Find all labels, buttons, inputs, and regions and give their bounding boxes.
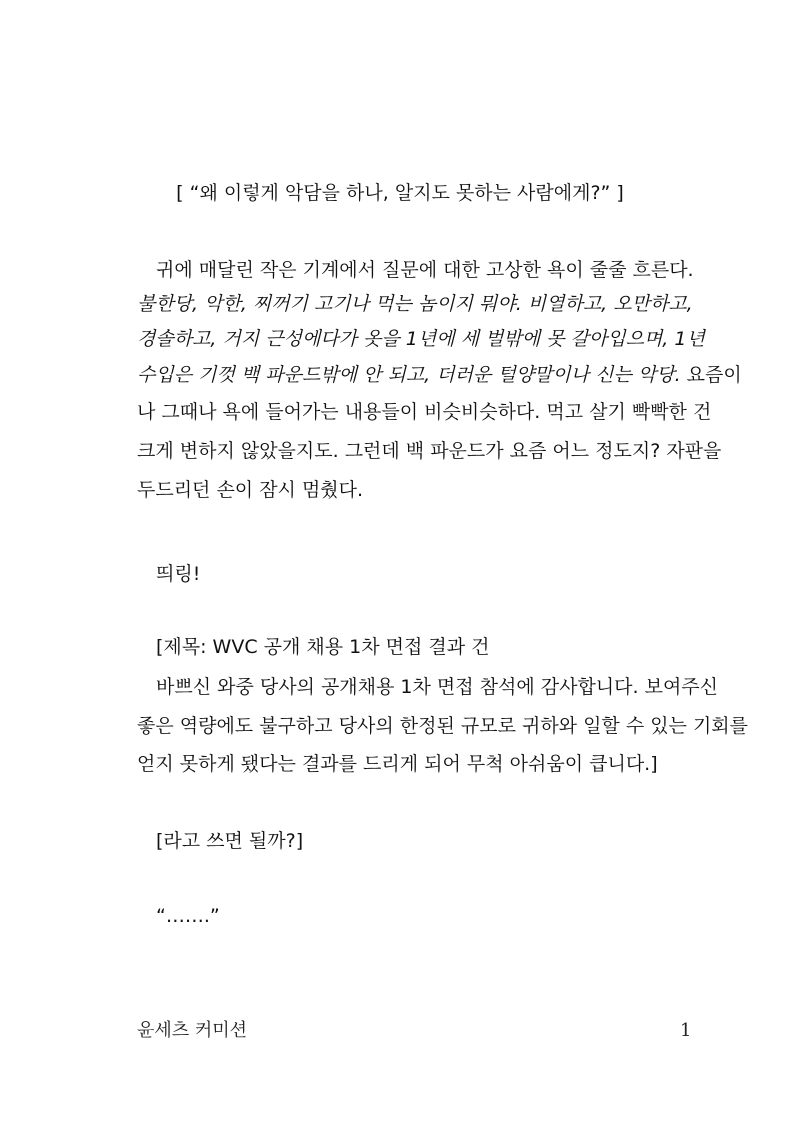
thought-line: [라고 쓰면 될까?] xyxy=(156,830,304,852)
paragraph-1-line-4 xyxy=(0,363,800,387)
paragraph-1-line-4-normal: 요즘이 xyxy=(680,364,742,386)
chapter-heading: [ “왜 이렇게 악담을 하나, 알지도 못하는 사람에게?” ] xyxy=(176,182,624,204)
paragraph-1-line-3: 경솔하고, 거지 근성에다가 옷을 1년에 세 벌밖에 못 갈아입으며, 1년 xyxy=(137,328,705,350)
ellipsis-line: “…….” xyxy=(156,905,220,927)
paragraph-1-line-2: 불한당, 악한, 찌꺼기 고기나 먹는 놈이지 뭐야. 비열하고, 오만하고, xyxy=(137,293,693,315)
paragraph-1-line-6: 크게 변하지 않았을지도. 그런데 백 파운드가 요즘 어느 정도지? 자판을 xyxy=(137,440,722,462)
email-body-line-2: 좋은 역량에도 불구하고 당사의 한정된 규모로 귀하와 일할 수 있는 기회를 xyxy=(137,715,749,737)
footer-book-title: 윤세츠 커미션 xyxy=(137,1020,248,1041)
email-subject-line: [제목: WVC 공개 채용 1차 면접 결과 건 xyxy=(156,636,490,658)
paragraph-1-line-4-italic: 수입은 기껏 백 파운드밖에 안 되고, 더러운 털양말이나 신는 악당. xyxy=(137,364,681,386)
footer-page-number: 1 xyxy=(680,1020,692,1041)
paragraph-1-line-7: 두드리던 손이 잠시 멈췄다. xyxy=(137,479,364,501)
paragraph-1-line-5: 나 그때나 욕에 들어가는 내용들이 비슷비슷하다. 먹고 살기 빡빡한 건 xyxy=(137,401,712,423)
email-body-line-3: 얻지 못하게 됐다는 결과를 드리게 되어 무척 아쉬움이 큽니다.] xyxy=(137,753,658,775)
email-body-line-1: 바쁘신 와중 당사의 공개채용 1차 면접 참석에 감사합니다. 보여주신 xyxy=(156,676,719,698)
ding-line: 띄링! xyxy=(156,563,201,585)
paragraph-1-line-1: 귀에 매달린 작은 기계에서 질문에 대한 고상한 욕이 줄줄 흐른다. xyxy=(156,259,694,281)
